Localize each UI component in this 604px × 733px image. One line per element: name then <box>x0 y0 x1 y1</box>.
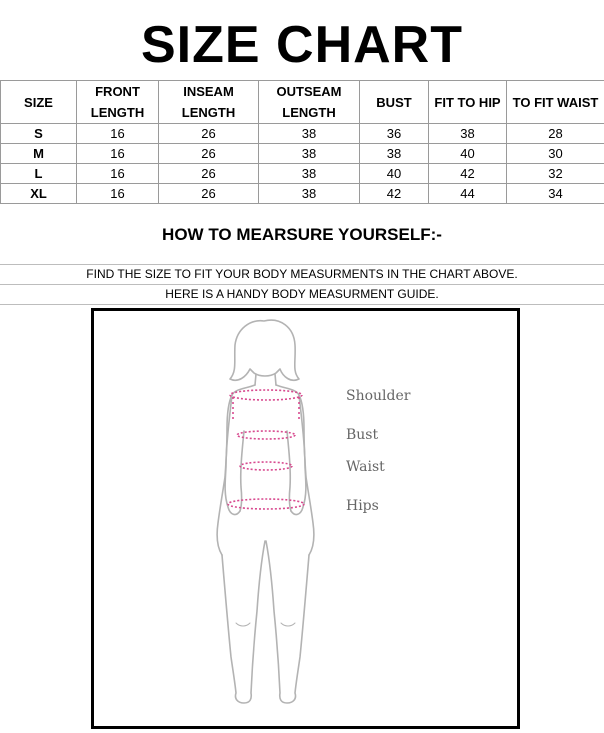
label-waist: Waist <box>346 459 385 475</box>
table-row <box>1 144 604 164</box>
page-title: SIZE CHART <box>141 16 463 74</box>
header-fit-to-hip: FIT TO HIP <box>429 81 507 124</box>
cell-front-length: 16 <box>77 184 159 204</box>
body-outline <box>217 320 314 703</box>
shoulder-measure-line <box>230 390 302 400</box>
cell-to-fit-waist: 28 <box>507 124 604 144</box>
hips-measure-line <box>228 499 304 509</box>
cell-fit-to-hip: 38 <box>429 124 507 144</box>
cell-to-fit-waist: 32 <box>507 164 604 184</box>
header-bust: BUST <box>360 81 429 124</box>
cell-to-fit-waist: 34 <box>507 184 604 204</box>
body-measurement-guide <box>91 308 520 729</box>
cell-bust: 42 <box>360 184 429 204</box>
instruction-line: HERE IS A HANDY BODY MEASURMENT GUIDE. <box>0 284 604 303</box>
size-chart-table <box>0 80 604 204</box>
waist-measure-line <box>240 462 292 470</box>
cell-outseam-length: 38 <box>259 124 360 144</box>
table-row <box>1 184 604 204</box>
cell-inseam-length: 26 <box>159 124 259 144</box>
bust-measure-line <box>237 431 295 439</box>
cell-inseam-length: 26 <box>159 184 259 204</box>
measurement-lines <box>228 390 304 509</box>
label-hips: Hips <box>346 498 379 514</box>
divider <box>0 304 604 305</box>
cell-to-fit-waist: 30 <box>507 144 604 164</box>
header-inseam-length: INSEAM LENGTH <box>159 81 259 124</box>
cell-size: L <box>1 164 77 184</box>
cell-size: M <box>1 144 77 164</box>
table-header-row <box>1 81 604 124</box>
table-row <box>1 124 604 144</box>
header-to-fit-waist: TO FIT WAIST <box>507 81 604 124</box>
cell-inseam-length: 26 <box>159 144 259 164</box>
cell-front-length: 16 <box>77 124 159 144</box>
label-bust: Bust <box>346 427 379 443</box>
cell-bust: 36 <box>360 124 429 144</box>
header-size: SIZE <box>1 81 77 124</box>
how-to-measure-heading: HOW TO MEARSURE YOURSELF:- <box>162 225 442 244</box>
cell-size: S <box>1 124 77 144</box>
header-front-length: FRONT LENGTH <box>77 81 159 124</box>
cell-front-length: 16 <box>77 164 159 184</box>
label-shoulder: Shoulder <box>346 388 411 404</box>
cell-outseam-length: 38 <box>259 144 360 164</box>
table-row <box>1 164 604 184</box>
cell-inseam-length: 26 <box>159 164 259 184</box>
cell-outseam-length: 38 <box>259 184 360 204</box>
cell-front-length: 16 <box>77 144 159 164</box>
cell-fit-to-hip: 40 <box>429 144 507 164</box>
cell-fit-to-hip: 44 <box>429 184 507 204</box>
body-figure-illustration <box>94 311 517 726</box>
cell-bust: 38 <box>360 144 429 164</box>
cell-size: XL <box>1 184 77 204</box>
header-outseam-length: OUTSEAM LENGTH <box>259 81 360 124</box>
cell-fit-to-hip: 42 <box>429 164 507 184</box>
cell-outseam-length: 38 <box>259 164 360 184</box>
instruction-line: FIND THE SIZE TO FIT YOUR BODY MEASURMENTS IN THE CHART ABOVE. <box>0 264 604 283</box>
cell-bust: 40 <box>360 164 429 184</box>
